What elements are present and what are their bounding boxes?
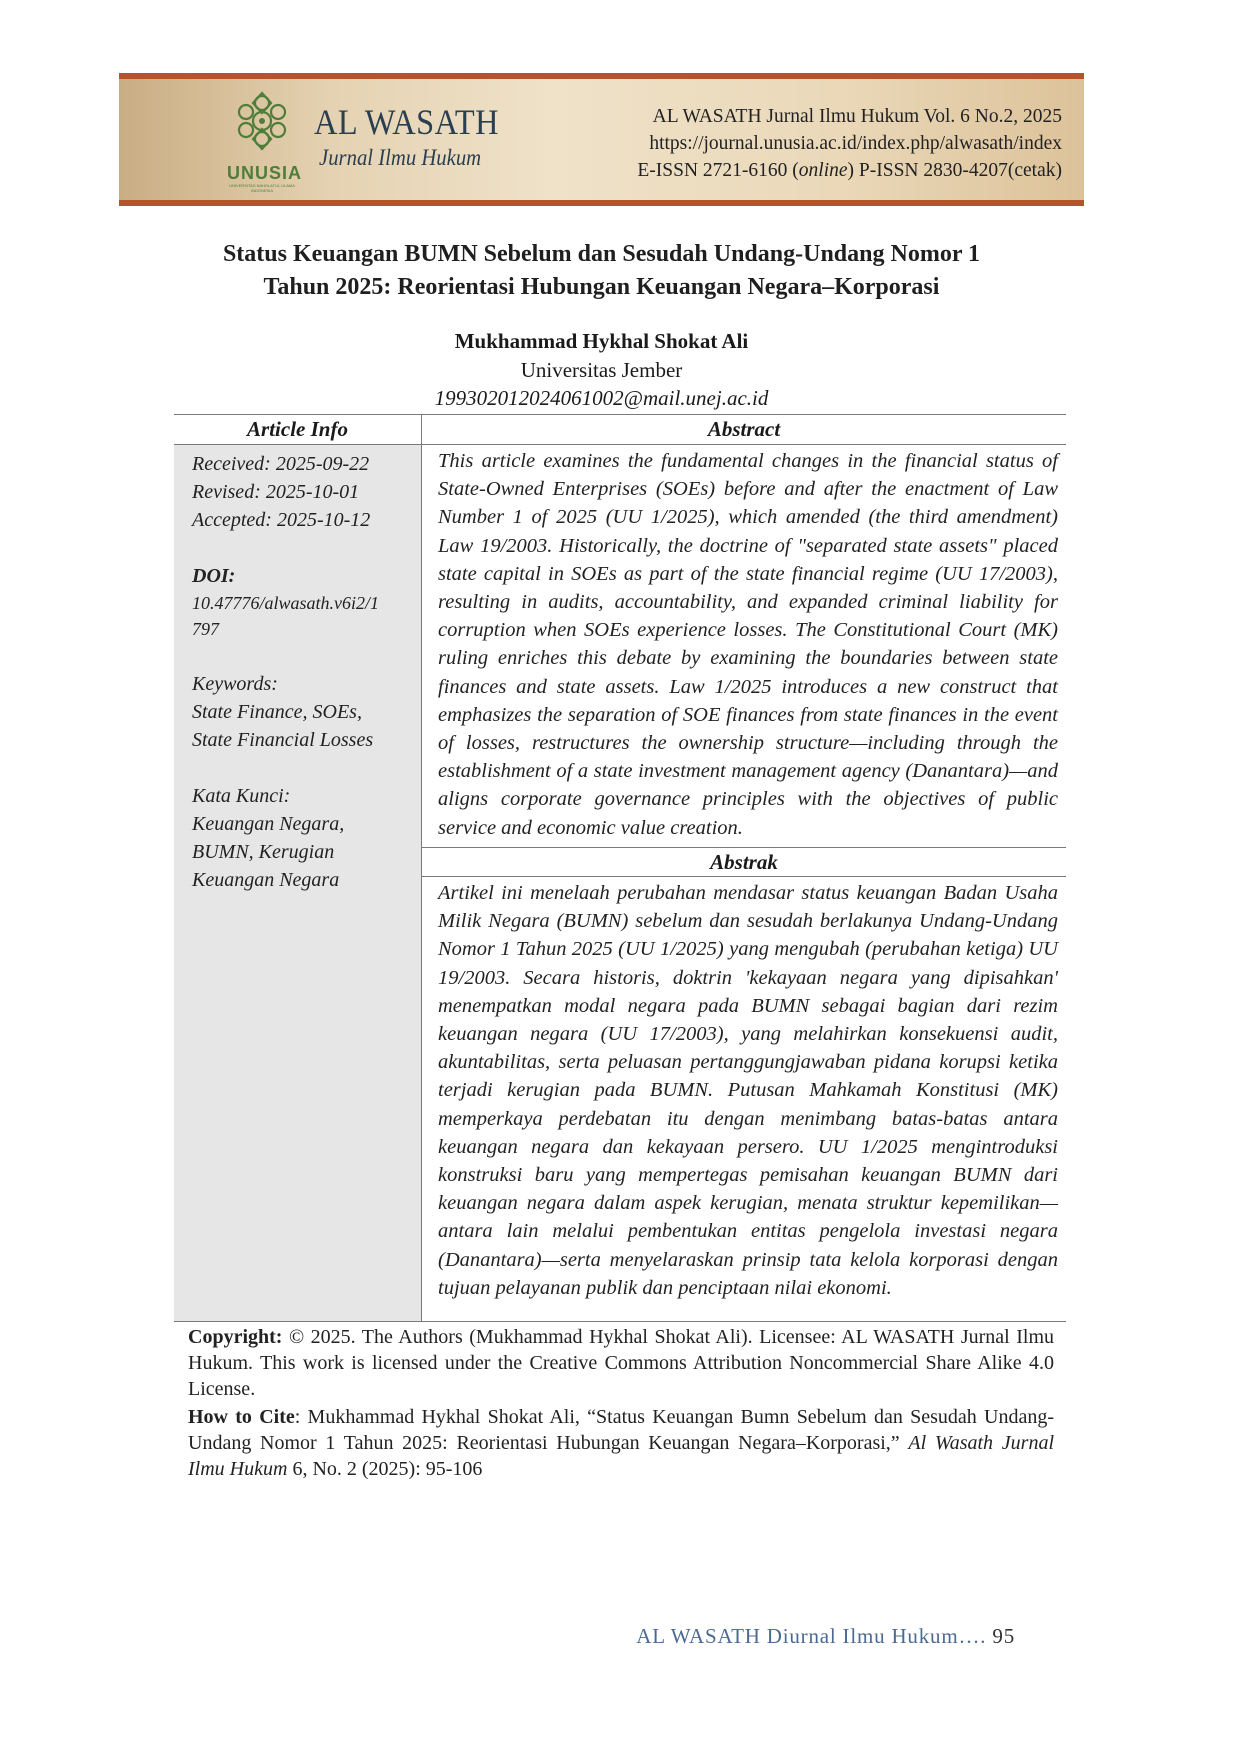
abstrak-top-rule (422, 847, 1066, 848)
abstract-text: This article examines the fundamental changes in the financial status of State-Owned Enterprises (SOEs) before and after the enactment of Law Number 1 of 2025 (UU 1/2025), which amended (the third amendment) Law 19/2003. Historically, the doctrine of "separated state assets" placed state capital in SOEs as part of the state financial regime (UU 17/2003), resulting in audits, accountability, and expanded criminal liability for corruption when SOEs experience losses. The Constitutional Court (MK) ruling enriches this debate by examining the boundaries between state finances and state assets. Law 1/2025 introduces a new construct that emphasizes the separation of SOE finances from state finances in the event of losses, restructures the ownership structure—including through the establishment of a state investment management agency (Danantara)—and aligns corporate governance principles with the objectives of public service and economic value creation. (438, 450, 1058, 839)
article-title (119, 238, 1084, 304)
logo-subtext: UNIVERSITAS NAHDLATUL ULAMA INDONESIA (229, 183, 295, 193)
katakunci-label: Kata Kunci: (192, 785, 291, 807)
citation-paragraph (188, 1404, 1054, 1482)
abstrak-text: Artikel ini menelaah perubahan mendasar status keuangan Badan Usaha Milik Negara (BUMN) sebelum dan sesudah berlakunya Undang-Undang Nomor 1 Tahun 2025 (UU 1/2025) yang mengubah (perubahan ketiga) UU 19/2003. Secara historis, doktrin 'kekayaan negara yang dipisahkan' menempatkan modal negara pada BUMN sebagai bagian dari rezim keuangan negara (UU 17/2003), yang melahirkan konsekuensi audit, akuntabilitas, serta peluasan pertanggungjawaban pidana korupsi ketika terjadi kerugian pada BUMN. Putusan Mahkamah Konstitusi (MK) memperkaya perdebatan itu dengan menimbang batas-batas antara keuangan negara dan kekayaan persero. UU 1/2025 mengintroduksi konstruksi baru yang mempertegas pemisahan keuangan BUMN dari keuangan negara dalam aspek kerugian, menata struktur kepemilikan—antara lain melalui pembentukan entitas pengelola investasi negara (Danantara)—serta menyelaraskan prinsip tata kelola korporasi dengan tujuan pelayanan publik dan penciptaan nilai ekonomi. (438, 882, 1058, 1299)
accepted-date: Accepted: 2025-10-12 (192, 509, 371, 531)
article-info-heading: Article Info (247, 417, 348, 441)
copyright-label: Copyright: (188, 1326, 283, 1348)
revised-date: Revised: 2025-10-01 (192, 481, 360, 503)
received-date: Received: 2025-09-22 (192, 453, 370, 475)
journal-url-link[interactable]: https://journal.unusia.ac.id/index.php/alwasath/index (649, 133, 1062, 154)
unusia-logo-icon (235, 91, 289, 155)
table-top-rule (174, 414, 1066, 415)
article-title-line2: Tahun 2025: Reorientasi Hubungan Keuangan Negara–Korporasi (263, 274, 940, 300)
citation-tail: 6, No. 2 (2025): 95-106 (287, 1458, 483, 1480)
issn-online: online (798, 160, 848, 181)
abstract-heading: Abstract (707, 417, 781, 441)
issn-suffix: ) P-ISSN 2830-4207(cetak) (847, 160, 1062, 181)
table-header-rule (174, 444, 1066, 445)
copyright-paragraph (188, 1324, 1054, 1402)
doi-line1: 10.47776/alwasath.v6i2/1 (192, 593, 380, 613)
keywords-line2: State Financial Losses (192, 729, 374, 751)
keywords-line1: State Finance, SOEs, (192, 701, 362, 723)
journal-brand-subtitle: Jurnal Ilmu Hukum (319, 145, 482, 170)
copyright-block (188, 1324, 1054, 1484)
journal-header-banner (119, 73, 1084, 206)
journal-info (637, 103, 1062, 184)
author-email-link[interactable]: 199302012024061002@mail.unej.ac.id (434, 386, 769, 410)
logo-wordmark: UNUSIA (227, 163, 303, 183)
table-bottom-rule (174, 1321, 1066, 1322)
author-affiliation: Universitas Jember (520, 358, 683, 382)
doi-link[interactable] (192, 590, 417, 642)
katakunci-line2: BUMN, Kerugian (192, 841, 335, 863)
page-number: 95 (992, 1624, 1015, 1648)
katakunci-line1: Keuangan Negara, (192, 813, 345, 835)
article-title-line1: Status Keuangan BUMN Sebelum dan Sesudah Undang-Undang Nomor 1 (222, 241, 981, 267)
running-title: AL WASATH Diurnal Ilmu Hukum…. (636, 1624, 987, 1648)
copyright-text: © 2025. The Authors (Mukhammad Hykhal Shokat Ali). Licensee: AL WASATH Jurnal Ilmu Hukum. This work is licensed under the Creative Commons Attribution Noncommercial Share Alike 4.0 License. (188, 1326, 1054, 1400)
article-meta (192, 450, 417, 894)
doi-label: DOI: (192, 565, 236, 587)
journal-brand-name: AL WASATH (314, 102, 499, 142)
author-name: Mukhammad Hykhal Shokat Ali (454, 329, 749, 353)
article-info-table (174, 414, 1066, 1321)
abstrak-heading: Abstrak (710, 850, 778, 874)
keywords-label: Keywords: (192, 673, 278, 695)
citation-text: : Mukhammad Hykhal Shokat Ali, “Status Keuangan Bumn Sebelum dan Sesudah Undang-Undang Nomor 1 Tahun 2025: Reorientasi Hubungan Keuangan Negara–Korporasi,” (188, 1406, 1054, 1454)
journal-volume-line: AL WASATH Jurnal Ilmu Hukum Vol. 6 No.2, 2025 (652, 106, 1062, 127)
abstrak-header-rule (422, 876, 1066, 877)
doi-line2: 797 (192, 619, 219, 639)
journal-issn-line (637, 157, 1062, 184)
page-footer (636, 1624, 1015, 1649)
katakunci-line3: Keuangan Negara (192, 869, 340, 891)
citation-journal: Al Wasath Jurnal Ilmu Hukum (188, 1432, 1054, 1480)
citation-label: How to Cite (188, 1406, 295, 1428)
issn-prefix: E-ISSN 2721-6160 ( (637, 160, 799, 181)
